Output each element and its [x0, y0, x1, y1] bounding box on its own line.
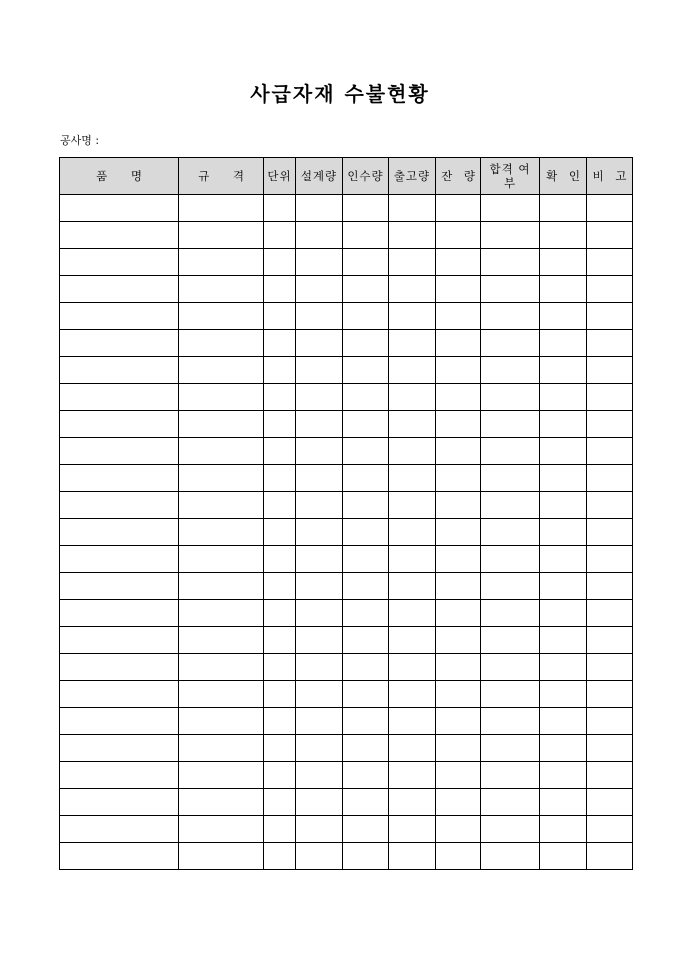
table-cell[interactable]	[481, 843, 540, 870]
table-row	[60, 249, 633, 276]
table-cell[interactable]	[481, 600, 540, 627]
table-cell[interactable]	[296, 816, 343, 843]
table-cell[interactable]	[436, 546, 481, 573]
table-cell[interactable]	[264, 843, 296, 870]
table-cell[interactable]	[436, 222, 481, 249]
table-cell[interactable]	[343, 222, 389, 249]
table-cell[interactable]	[296, 357, 343, 384]
table-cell[interactable]	[296, 681, 343, 708]
table-cell[interactable]	[343, 735, 389, 762]
table-cell[interactable]	[389, 276, 436, 303]
table-cell[interactable]	[540, 789, 587, 816]
table-cell[interactable]	[343, 330, 389, 357]
table-cell[interactable]	[343, 195, 389, 222]
table-cell[interactable]	[540, 249, 587, 276]
table-cell[interactable]	[264, 735, 296, 762]
table-cell[interactable]	[587, 843, 633, 870]
table-cell[interactable]	[436, 492, 481, 519]
table-cell[interactable]	[264, 627, 296, 654]
table-cell[interactable]	[540, 384, 587, 411]
table-cell[interactable]	[296, 249, 343, 276]
table-cell[interactable]	[179, 357, 264, 384]
table-cell[interactable]	[60, 303, 179, 330]
table-row	[60, 195, 633, 222]
table-cell[interactable]	[60, 681, 179, 708]
table-cell[interactable]	[343, 492, 389, 519]
table-cell[interactable]	[264, 492, 296, 519]
table-cell[interactable]	[481, 546, 540, 573]
table-cell[interactable]	[436, 411, 481, 438]
table-cell[interactable]	[587, 492, 633, 519]
header-spec: 규 격	[179, 158, 264, 195]
table-cell[interactable]	[296, 843, 343, 870]
table-cell[interactable]	[343, 816, 389, 843]
table-cell[interactable]	[343, 600, 389, 627]
table-cell[interactable]	[587, 519, 633, 546]
table-cell[interactable]	[179, 465, 264, 492]
table-cell[interactable]	[60, 708, 179, 735]
table-cell[interactable]	[389, 627, 436, 654]
table-row	[60, 411, 633, 438]
table-cell[interactable]	[264, 249, 296, 276]
project-name-label: 공사명 :	[60, 134, 100, 147]
material-ledger-table	[59, 157, 633, 870]
table-cell[interactable]	[264, 654, 296, 681]
table-cell[interactable]	[436, 465, 481, 492]
table-cell[interactable]	[587, 600, 633, 627]
table-cell[interactable]	[296, 600, 343, 627]
header-confirm: 확 인	[540, 158, 587, 195]
table-cell[interactable]	[179, 330, 264, 357]
table-cell[interactable]	[436, 843, 481, 870]
table-cell[interactable]	[540, 438, 587, 465]
table-cell[interactable]	[481, 789, 540, 816]
table-cell[interactable]	[587, 303, 633, 330]
table-cell[interactable]	[389, 222, 436, 249]
table-row	[60, 735, 633, 762]
table-cell[interactable]	[343, 249, 389, 276]
table-cell[interactable]	[60, 492, 179, 519]
table-cell[interactable]	[296, 438, 343, 465]
table-cell[interactable]	[481, 492, 540, 519]
table-cell[interactable]	[343, 384, 389, 411]
table-cell[interactable]	[296, 573, 343, 600]
table-row	[60, 600, 633, 627]
table-cell[interactable]	[179, 195, 264, 222]
table-cell[interactable]	[264, 789, 296, 816]
table-cell[interactable]	[179, 249, 264, 276]
table-cell[interactable]	[540, 465, 587, 492]
table-cell[interactable]	[343, 843, 389, 870]
table-cell[interactable]	[540, 357, 587, 384]
table-cell[interactable]	[179, 519, 264, 546]
table-cell[interactable]	[481, 681, 540, 708]
table-cell[interactable]	[587, 276, 633, 303]
table-cell[interactable]	[264, 384, 296, 411]
table-row	[60, 519, 633, 546]
table-cell[interactable]	[264, 573, 296, 600]
table-cell[interactable]	[389, 546, 436, 573]
table-cell[interactable]	[179, 600, 264, 627]
table-cell[interactable]	[264, 276, 296, 303]
table-cell[interactable]	[179, 816, 264, 843]
header-pass-status: 합격 여부	[481, 158, 540, 195]
table-cell[interactable]	[587, 438, 633, 465]
table-header-row	[60, 158, 633, 195]
table-cell[interactable]	[60, 762, 179, 789]
table-cell[interactable]	[343, 465, 389, 492]
table-cell[interactable]	[264, 708, 296, 735]
table-cell[interactable]	[296, 654, 343, 681]
table-cell[interactable]	[436, 600, 481, 627]
table-cell[interactable]	[436, 735, 481, 762]
table-cell[interactable]	[540, 600, 587, 627]
table-cell[interactable]	[343, 546, 389, 573]
header-design-qty: 설계량	[296, 158, 343, 195]
table-cell[interactable]	[60, 357, 179, 384]
table-cell[interactable]	[179, 843, 264, 870]
table-cell[interactable]	[60, 330, 179, 357]
table-cell[interactable]	[389, 492, 436, 519]
table-cell[interactable]	[436, 330, 481, 357]
table-cell[interactable]	[60, 789, 179, 816]
table-row	[60, 492, 633, 519]
table-cell[interactable]	[481, 654, 540, 681]
table-row	[60, 843, 633, 870]
table-cell[interactable]	[481, 519, 540, 546]
table-cell[interactable]	[436, 789, 481, 816]
table-cell[interactable]	[296, 546, 343, 573]
table-row	[60, 303, 633, 330]
table-cell[interactable]	[389, 681, 436, 708]
header-received-qty: 인수량	[343, 158, 389, 195]
header-issued-qty: 출고량	[389, 158, 436, 195]
table-cell[interactable]	[389, 411, 436, 438]
table-row	[60, 573, 633, 600]
table-cell[interactable]	[436, 357, 481, 384]
table-cell[interactable]	[179, 627, 264, 654]
table-cell[interactable]	[587, 546, 633, 573]
table-cell[interactable]	[60, 735, 179, 762]
table-cell[interactable]	[296, 789, 343, 816]
table-cell[interactable]	[179, 222, 264, 249]
table-cell[interactable]	[343, 627, 389, 654]
table-cell[interactable]	[436, 519, 481, 546]
document-title: 사급자재 수불현황	[250, 82, 430, 106]
table-cell[interactable]	[587, 222, 633, 249]
table-cell[interactable]	[179, 492, 264, 519]
table-cell[interactable]	[389, 843, 436, 870]
table-cell[interactable]	[264, 330, 296, 357]
table-cell[interactable]	[179, 573, 264, 600]
header-remarks: 비 고	[587, 158, 633, 195]
table-cell[interactable]	[481, 465, 540, 492]
table-cell[interactable]	[436, 384, 481, 411]
table-row	[60, 438, 633, 465]
table-cell[interactable]	[343, 438, 389, 465]
table-cell[interactable]	[264, 816, 296, 843]
table-cell[interactable]	[296, 384, 343, 411]
table-cell[interactable]	[481, 627, 540, 654]
table-cell[interactable]	[343, 789, 389, 816]
table-cell[interactable]	[540, 195, 587, 222]
table-cell[interactable]	[264, 438, 296, 465]
table-cell[interactable]	[296, 492, 343, 519]
table-cell[interactable]	[60, 546, 179, 573]
table-cell[interactable]	[389, 789, 436, 816]
table-cell[interactable]	[540, 276, 587, 303]
table-cell[interactable]	[264, 222, 296, 249]
table-cell[interactable]	[60, 627, 179, 654]
table-cell[interactable]	[540, 303, 587, 330]
table-cell[interactable]	[540, 546, 587, 573]
table-cell[interactable]	[481, 411, 540, 438]
table-cell[interactable]	[264, 762, 296, 789]
table-cell[interactable]	[436, 708, 481, 735]
table-cell[interactable]	[343, 276, 389, 303]
table-cell[interactable]	[343, 762, 389, 789]
table-cell[interactable]	[389, 762, 436, 789]
table-cell[interactable]	[179, 384, 264, 411]
table-cell[interactable]	[296, 762, 343, 789]
table-cell[interactable]	[179, 276, 264, 303]
table-cell[interactable]	[60, 816, 179, 843]
table-cell[interactable]	[343, 573, 389, 600]
table-cell[interactable]	[296, 465, 343, 492]
table-cell[interactable]	[587, 384, 633, 411]
table-cell[interactable]	[481, 357, 540, 384]
table-row	[60, 330, 633, 357]
table-row	[60, 654, 633, 681]
table-cell[interactable]	[343, 411, 389, 438]
table-cell[interactable]	[296, 735, 343, 762]
table-cell[interactable]	[60, 843, 179, 870]
table-cell[interactable]	[587, 654, 633, 681]
table-cell[interactable]	[436, 303, 481, 330]
table-cell[interactable]	[343, 519, 389, 546]
table-cell[interactable]	[343, 681, 389, 708]
table-cell[interactable]	[60, 249, 179, 276]
table-row	[60, 816, 633, 843]
table-cell[interactable]	[264, 465, 296, 492]
table-cell[interactable]	[60, 276, 179, 303]
table-cell[interactable]	[389, 519, 436, 546]
table-cell[interactable]	[60, 195, 179, 222]
table-cell[interactable]	[179, 411, 264, 438]
table-row	[60, 708, 633, 735]
table-cell[interactable]	[179, 654, 264, 681]
table-cell[interactable]	[179, 303, 264, 330]
table-row	[60, 384, 633, 411]
table-cell[interactable]	[540, 222, 587, 249]
table-cell[interactable]	[540, 735, 587, 762]
table-cell[interactable]	[587, 573, 633, 600]
table-cell[interactable]	[481, 330, 540, 357]
table-cell[interactable]	[296, 222, 343, 249]
table-cell[interactable]	[540, 654, 587, 681]
table-cell[interactable]	[540, 519, 587, 546]
table-cell[interactable]	[296, 276, 343, 303]
header-remaining-qty: 잔 량	[436, 158, 481, 195]
table-cell[interactable]	[540, 330, 587, 357]
table-cell[interactable]	[343, 708, 389, 735]
table-cell[interactable]	[343, 303, 389, 330]
table-cell[interactable]	[179, 438, 264, 465]
table-cell[interactable]	[296, 330, 343, 357]
table-cell[interactable]	[389, 384, 436, 411]
table-cell[interactable]	[587, 789, 633, 816]
table-cell[interactable]	[481, 195, 540, 222]
table-cell[interactable]	[389, 708, 436, 735]
table-cell[interactable]	[179, 762, 264, 789]
table-row	[60, 465, 633, 492]
table-cell[interactable]	[540, 708, 587, 735]
table-cell[interactable]	[264, 600, 296, 627]
table-cell[interactable]	[343, 654, 389, 681]
table-cell[interactable]	[60, 384, 179, 411]
table-cell[interactable]	[60, 465, 179, 492]
table-row	[60, 357, 633, 384]
table-cell[interactable]	[540, 762, 587, 789]
table-cell[interactable]	[481, 762, 540, 789]
table-cell[interactable]	[587, 708, 633, 735]
table-cell[interactable]	[264, 519, 296, 546]
table-cell[interactable]	[179, 789, 264, 816]
table-cell[interactable]	[389, 195, 436, 222]
table-cell[interactable]	[179, 708, 264, 735]
table-cell[interactable]	[481, 816, 540, 843]
table-cell[interactable]	[264, 411, 296, 438]
table-cell[interactable]	[179, 546, 264, 573]
table-cell[interactable]	[481, 384, 540, 411]
table-cell[interactable]	[343, 357, 389, 384]
table-cell[interactable]	[481, 573, 540, 600]
table-cell[interactable]	[481, 735, 540, 762]
table-cell[interactable]	[264, 546, 296, 573]
table-cell[interactable]	[540, 492, 587, 519]
table-cell[interactable]	[264, 195, 296, 222]
table-cell[interactable]	[436, 249, 481, 276]
table-cell[interactable]	[264, 357, 296, 384]
table-cell[interactable]	[296, 627, 343, 654]
table-cell[interactable]	[389, 573, 436, 600]
table-cell[interactable]	[540, 843, 587, 870]
table-cell[interactable]	[436, 276, 481, 303]
table-cell[interactable]	[389, 600, 436, 627]
table-cell[interactable]	[540, 627, 587, 654]
table-cell[interactable]	[481, 303, 540, 330]
table-cell[interactable]	[481, 276, 540, 303]
table-cell[interactable]	[540, 681, 587, 708]
header-unit: 단위	[264, 158, 296, 195]
table-cell[interactable]	[60, 222, 179, 249]
table-cell[interactable]	[389, 249, 436, 276]
table-cell[interactable]	[389, 654, 436, 681]
table-cell[interactable]	[389, 438, 436, 465]
table-cell[interactable]	[436, 627, 481, 654]
table-cell[interactable]	[587, 816, 633, 843]
table-row	[60, 222, 633, 249]
table-cell[interactable]	[60, 573, 179, 600]
table-cell[interactable]	[389, 357, 436, 384]
table-cell[interactable]	[389, 735, 436, 762]
table-cell[interactable]	[587, 465, 633, 492]
table-row	[60, 681, 633, 708]
table-cell[interactable]	[540, 573, 587, 600]
table-cell[interactable]	[60, 438, 179, 465]
table-cell[interactable]	[587, 735, 633, 762]
table-cell[interactable]	[587, 249, 633, 276]
table-cell[interactable]	[296, 519, 343, 546]
table-cell[interactable]	[436, 573, 481, 600]
table-cell[interactable]	[587, 411, 633, 438]
table-cell[interactable]	[436, 654, 481, 681]
table-cell[interactable]	[587, 681, 633, 708]
table-cell[interactable]	[60, 411, 179, 438]
table-cell[interactable]	[179, 681, 264, 708]
table-row	[60, 546, 633, 573]
table-cell[interactable]	[60, 600, 179, 627]
table-cell[interactable]	[587, 330, 633, 357]
table-cell[interactable]	[587, 357, 633, 384]
table-cell[interactable]	[436, 195, 481, 222]
table-row	[60, 789, 633, 816]
table-cell[interactable]	[436, 762, 481, 789]
table-row	[60, 627, 633, 654]
table-cell[interactable]	[587, 627, 633, 654]
table-cell[interactable]	[436, 681, 481, 708]
table-cell[interactable]	[296, 303, 343, 330]
table-cell[interactable]	[587, 762, 633, 789]
table-cell[interactable]	[296, 411, 343, 438]
table-cell[interactable]	[389, 465, 436, 492]
header-item-name: 품 명	[60, 158, 179, 195]
table-cell[interactable]	[389, 303, 436, 330]
table-cell[interactable]	[481, 438, 540, 465]
table-cell[interactable]	[179, 735, 264, 762]
table-cell[interactable]	[481, 708, 540, 735]
table-cell[interactable]	[296, 195, 343, 222]
table-cell[interactable]	[540, 816, 587, 843]
table-cell[interactable]	[60, 519, 179, 546]
table-cell[interactable]	[481, 249, 540, 276]
table-cell[interactable]	[540, 411, 587, 438]
table-cell[interactable]	[296, 708, 343, 735]
table-cell[interactable]	[264, 303, 296, 330]
table-cell[interactable]	[389, 330, 436, 357]
table-row	[60, 276, 633, 303]
table-cell[interactable]	[60, 654, 179, 681]
table-cell[interactable]	[389, 816, 436, 843]
table-cell[interactable]	[436, 816, 481, 843]
table-cell[interactable]	[264, 681, 296, 708]
table-cell[interactable]	[436, 438, 481, 465]
table-cell[interactable]	[481, 222, 540, 249]
table-row	[60, 762, 633, 789]
table-cell[interactable]	[587, 195, 633, 222]
